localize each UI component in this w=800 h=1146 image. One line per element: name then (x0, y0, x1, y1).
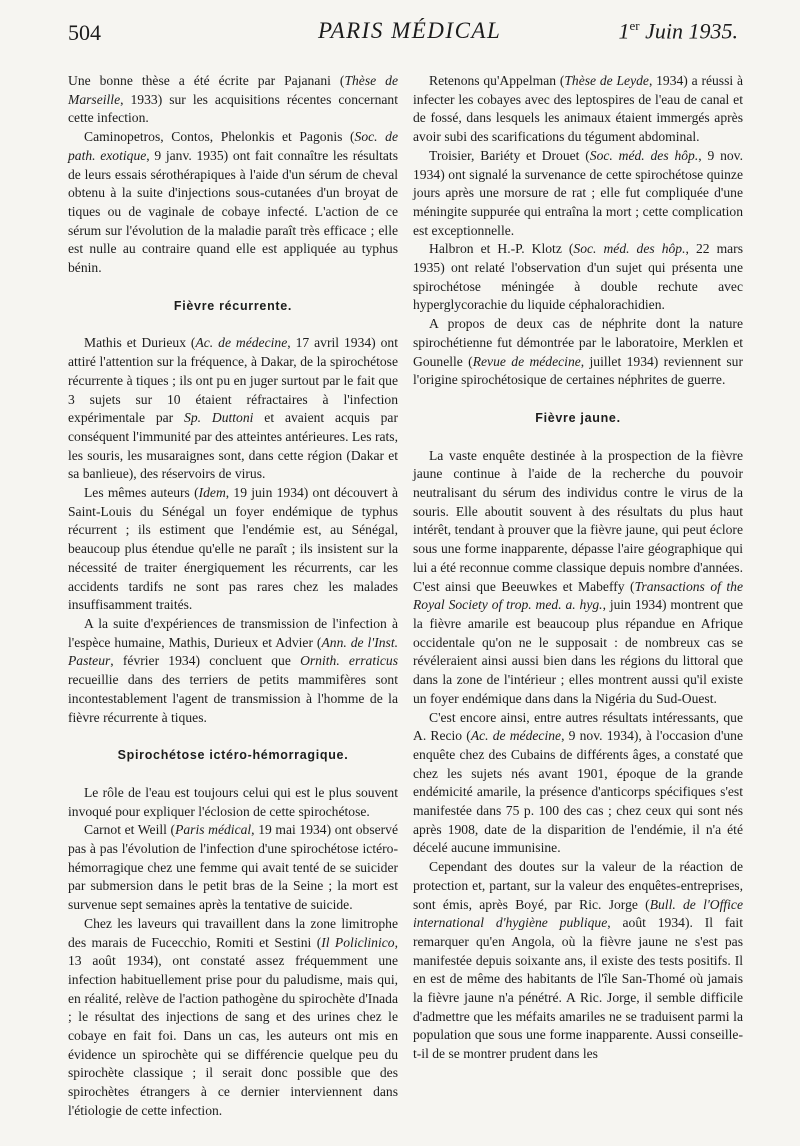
paragraph: Cependant des doutes sur la valeur de la réaction de protection et, partant, sur la valeur des enquêtes-entreprises, sont émis, après Boyé, par Ric. Jorge (Bull. de l'Office international d'hygiène publique, août 1934). Il fait remarquer qu'en Angola, où la fièvre jaune ne s'est pas manifestée depuis soixante ans, il existe des tests positifs. Il en est de même des habitants de l'île San-Thomé où jamais la fièvre jaune n'a pénétré. A Ric. Jorge, il semble difficile d'admettre que les méfaits amariles ne se traduisent parmi la population que sous une forme inapparente. Aussi conseille-t-il de se montrer prudent dans les (413, 859, 743, 1062)
right-column (413, 72, 743, 1064)
paragraph: Caminopetros, Contos, Phelonkis et Pagonis (Soc. de path. exotique, 9 janv. 1935) ont fait connaître les résultats de leurs essais sérothérapiques à l'aide d'un sérum de cheval obtenu à la suite d'injections sous-cutanées d'un broyat de tiques ou de vaginale de cobaye infecté. L'action de ce sérum sur l'évolution de la maladie paraît très efficace ; elle est nulle au contraire quand elle est appliquée au typhus bénin. (68, 129, 398, 276)
section-heading: Fièvre jaune. (535, 410, 621, 425)
paragraph: C'est encore ainsi, entre autres résultats intéressants, que A. Recio (Ac. de médecine, 9 nov. 1934), à l'occasion d'une enquête chez des Cubains de différents âges, a constaté que chez les sujets nés avant 1901, époque de la grande endémicité amarile, la présence d'anticorps spécifiques s'est manifestée dans 75 p. 100 des cas ; chez ceux qui sont nés après 1908, date de la disparition de l'endémie, il n'a été décelé aucune immunisine. (413, 709, 744, 856)
paragraph: Mathis et Durieux (Ac. de médecine, 17 avril 1934) ont attiré l'attention sur la fréquence, à Dakar, de la spirochétose récurrente à tiques ; ils ont pu en juger surtout par le fait que 3 sujets sur 10 étaient réfractaires à l'infection expérimentale par Sp. Duttoni et avaient acquis par conséquent l'immunité par des atteintes antérieures. Les rats, les souris, les musaraignes sont, dans cette région (Dakar et sa banlieue), des réservoirs de virus. (68, 335, 398, 482)
section-heading: Fièvre récurrente. (173, 298, 293, 313)
left-column (68, 72, 398, 1121)
paragraph: Chez les laveurs qui travaillent dans la zone limitrophe des marais de Fucecchio, Romiti et Sestini (Il Policlinico, 13 août 1934), ont constaté assez fréquemment une infection habituellement prise pour du paludisme, mais qui, en réalité, relève de l'action pathogène du spirochète d'Inada ; le résultat des injections de sang et des urines chez le cobaye en fait foi. Dans un cas, les auteurs ont mis en évidence un spirochète qui se différencie quelque peu du spirochète classique ; il serait donc possible que des spirochètes étrangers à ce dernier interviennent dans l'étiologie de cette infection. (68, 915, 398, 1118)
paragraph: La vaste enquête destinée à la prospection de la fièvre jaune continue à l'aide de la recherche du pouvoir neutralisant du sérum des individus contre le virus de la souris. Elle aboutit souvent à des résultats du plus haut intérêt, tendant à prouver que la fièvre jaune, qui peut éclore sous une forme inapparente, dépasse l'aire géographique qui lui a été reconnue comme classique depuis nombre d'années. C'est ainsi que Beeuwkes et Mabeffy (Transactions of the Royal Society of trop. med. a. hyg., juin 1934) montrent que la fièvre amarile est beaucoup plus répandue en Afrique occidentale qu'on ne le supposait : de nombreux cas se révéleraient ainsi aussi bien dans les régions du littoral que dans la zone de l'intérieur ; elles montrent aussi qu'il existe un foyer endémique dans dans la Nigéria du Sud-Ouest. (413, 447, 743, 706)
running-header (68, 14, 740, 48)
paragraph: Les mêmes auteurs (Idem, 19 juin 1934) ont découvert à Saint-Louis du Sénégal un foyer endémique de typhus récurrent ; ils estiment que l'endémie est, au Sénégal, beaucoup plus étendue qu'elle ne paraît ; ils insistent sur la nécessité de traiter énergiquement les récurrents, car les accidents tardifs ne sont pas rares chez les malades insuffisamment traités. (68, 485, 398, 613)
paragraph: A propos de deux cas de néphrite dont la nature spirochétienne fut démontrée par le laboratoire, Merklen et Gounelle (Revue de médecine, juillet 1934) reviennent sur l'origine spirochétosique de certaines néphrites de guerre. (413, 316, 743, 388)
paragraph: Retenons qu'Appelman (Thèse de Leyde, 1934) a réussi à infecter les cobayes avec des leptospires de l'eau de canal et de fossé, dans lesquels les animaux étaient immergés après avoir subi des scarifications du tégument abdominal. (413, 73, 743, 145)
paragraph: Une bonne thèse a été écrite par Pajanani (Thèse de Marseille, 1933) sur les acquisitions récentes concernant cette infection. (68, 73, 398, 126)
paragraph: Le rôle de l'eau est toujours celui qui est le plus souvent invoqué pour expliquer l'éclosion de cette spirochétose. (68, 784, 398, 819)
section-heading: Spirochétose ictéro-hémorragique. (117, 748, 349, 763)
paragraph: Troisier, Bariéty et Drouet (Soc. méd. des hôp., 9 nov. 1934) ont signalé la survenance de cette spirochétose quinze jours après une morsure de rat ; elle fut compliquée d'une méningite suppurée qui entraîna la mort ; cette complication est exceptionnelle. (413, 147, 743, 238)
paragraph: Halbron et H.-P. Klotz (Soc. méd. des hôp., 22 mars 1935) ont relaté l'observation d'un sujet qui présenta une spirochétose méningée à double rechute avec hyperglycorachie du liquide céphalorachidien. (413, 241, 743, 313)
issue-date: 1er Juin 1935. (618, 18, 738, 44)
page-number: 504 (68, 20, 101, 45)
paragraph: Carnot et Weill (Paris médical, 19 mai 1934) ont observé pas à pas l'évolution de l'infection d'une spirochétose ictéro-hémorragique chez une femme qui avait tenté de se suicider par submersion dans le petit bras de la Seine ; la mort est survenue sept semaines après la tentative de suicide. (68, 822, 399, 913)
journal-title: PARIS MÉDICAL (318, 18, 502, 43)
paragraph: A la suite d'expériences de transmission de l'infection à l'espèce humaine, Mathis, Durieux et Advier (Ann. de l'Inst. Pasteur, février 1934) concluent que Ornith. erraticus recueillie dans des terriers de petits mammifères sont incontestablement l'agent de transmission à l'homme de la fièvre récurrente à tiques. (68, 615, 399, 725)
